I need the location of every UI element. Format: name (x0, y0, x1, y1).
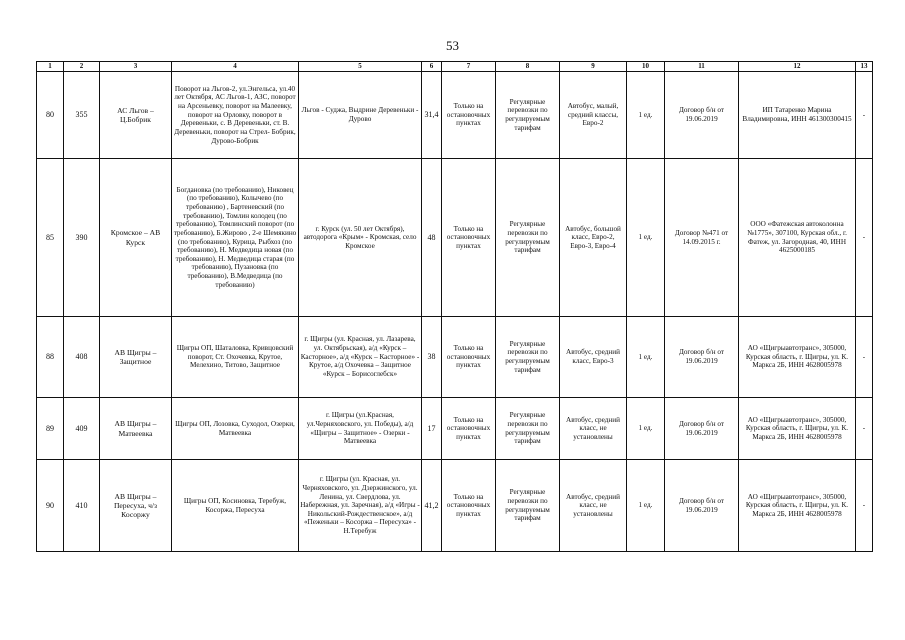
column-header: 6 (422, 62, 442, 72)
page-number: 53 (446, 38, 459, 53)
route-number-cell: 408 (64, 317, 100, 398)
reg-number-cell: 88 (37, 317, 64, 398)
column-header: 9 (560, 62, 627, 72)
carrier-cell: АО «Щигрыавтотранс», 305000, Курская область, г. Щигры, ул. К. Маркса 2Б, ИНН 4628005978 (739, 317, 856, 398)
column-header: 2 (64, 62, 100, 72)
route-name-cell: АС Льгов – Ц.Бобрик (100, 72, 172, 159)
note-cell: - (856, 398, 873, 460)
stop-mode-cell: Только на остановочных пунктах (442, 317, 496, 398)
table-row (37, 317, 873, 398)
vehicle-cell: Автобус, большой класс, Евро-2, Евро-3, Евро-4 (560, 159, 627, 317)
stops-cell: Щигры ОП, Шаталовка, Кривцовский поворот, Ст. Охочевка, Крутое, Мелехино, Титово, Защитное (172, 317, 299, 398)
count-cell: 1 ед. (627, 159, 665, 317)
route-number-cell: 409 (64, 398, 100, 460)
stops-cell: Поворот на Льгов-2, ул.Энгельса, ул.40 лет Октября, АС Льгов-1, АЗС, поворот на Арсеньевку, поворот на Малеевку, поворот на Орловку, поворот в Деревеньки, с. В Деревеньки, ст. В. Деревеньки, поворот на Стрел- Бобрик, Дурово-Бобрик (172, 72, 299, 159)
count-cell: 1 ед. (627, 317, 665, 398)
stop-mode-cell: Только на остановочных пунктах (442, 398, 496, 460)
reg-number-cell: 90 (37, 460, 64, 552)
table-row (37, 398, 873, 460)
transport-type-cell: Регулярные перевозки по регулируемым тарифам (496, 317, 560, 398)
route-number-cell: 410 (64, 460, 100, 552)
stops-cell: Богдановка (по требованию), Никовец (по требованию), Колычево (по требованию) , Бартеневский (по требованию), Томлин колодец (по требованию), Томлинский поворот (по требованию), Б.Жирово , 2-е Шемякино (по требованию), Курица, Рыбхоз (по требованию), Н. Медведица новая (по требованию), Н. Медведица старая (по требованию), Пузановка (по требованию), В.Медведица (по требованию) (172, 159, 299, 317)
contract-cell: Договор б/н от 19.06.2019 (665, 317, 739, 398)
transport-type-cell: Регулярные перевозки по регулируемым тарифам (496, 398, 560, 460)
reg-number-cell: 89 (37, 398, 64, 460)
route-number-cell: 390 (64, 159, 100, 317)
carrier-cell: АО «Щигрыавтотранс», 305000, Курская область, г. Щигры, ул. К. Маркса 2Б, ИНН 4628005978 (739, 460, 856, 552)
column-header: 7 (442, 62, 496, 72)
contract-cell: Договор б/н от 19.06.2019 (665, 72, 739, 159)
length-cell: 38 (422, 317, 442, 398)
stop-mode-cell: Только на остановочных пунктах (442, 72, 496, 159)
transport-type-cell: Регулярные перевозки по регулируемым тарифам (496, 460, 560, 552)
routes-table (36, 61, 873, 552)
column-header: 5 (299, 62, 422, 72)
streets-cell: г. Курск (ул. 50 лет Октября), автодорога «Крым» - Кромская, село Кромское (299, 159, 422, 317)
route-name-cell: АВ Щигры – Матвеевка (100, 398, 172, 460)
route-name-cell: АВ Щигры – Пересуха, ч/з Косоржу (100, 460, 172, 552)
column-header: 10 (627, 62, 665, 72)
streets-cell: г. Щигры (ул. Красная, ул. Лазарева, ул. Октябрьская), а/д «Курск – Касторное», а/д «Курск – Касторное» - Крутое, а/д Охочевка – Защитное «Курск – Борисоглебск» (299, 317, 422, 398)
streets-cell: г. Щигры (ул. Красная, ул. Черняховского, ул. Дзержинского, ул. Ленина, ул. Свердлова, ул. Набережная, ул. Заречная), а/д «Игры - Никольский-Рождественское», а/д «Пеженьки – Косоржа – Пересуха» - Н.Теребуж (299, 460, 422, 552)
length-cell: 48 (422, 159, 442, 317)
streets-cell: г. Щигры (ул.Красная, ул.Черняховского, ул. Победы), а/д «Щигры – Защитное» - Озерки - Матвеевка (299, 398, 422, 460)
column-header: 1 (37, 62, 64, 72)
note-cell: - (856, 460, 873, 552)
transport-type-cell: Регулярные перевозки по регулируемым тарифам (496, 159, 560, 317)
carrier-cell: ИП Татаренко Марина Владимировна, ИНН 461300300415 (739, 72, 856, 159)
column-header: 8 (496, 62, 560, 72)
stops-cell: Щигры ОП, Косиновка, Теребуж, Косоржа, Пересуха (172, 460, 299, 552)
stop-mode-cell: Только на остановочных пунктах (442, 460, 496, 552)
count-cell: 1 ед. (627, 72, 665, 159)
vehicle-cell: Автобус, средний класс, не установлены (560, 460, 627, 552)
vehicle-cell: Автобус, средний класс, Евро-3 (560, 317, 627, 398)
column-header: 11 (665, 62, 739, 72)
vehicle-cell: Автобус, средний класс, не установлены (560, 398, 627, 460)
contract-cell: Договор б/н от 19.06.2019 (665, 398, 739, 460)
carrier-cell: ООО «Фатежская автоколонна №1775», 307100, Курская обл., г. Фатеж, ул. Загородная, 40, ИНН 4625000185 (739, 159, 856, 317)
contract-cell: Договор №471 от 14.09.2015 г. (665, 159, 739, 317)
column-header: 13 (856, 62, 873, 72)
length-cell: 41,2 (422, 460, 442, 552)
reg-number-cell: 85 (37, 159, 64, 317)
contract-cell: Договор б/н от 19.06.2019 (665, 460, 739, 552)
reg-number-cell: 80 (37, 72, 64, 159)
column-header: 3 (100, 62, 172, 72)
note-cell: - (856, 317, 873, 398)
note-cell: - (856, 159, 873, 317)
count-cell: 1 ед. (627, 460, 665, 552)
note-cell: - (856, 72, 873, 159)
stops-cell: Щигры ОП, Лозовка, Суходол, Озерки, Матвеевка (172, 398, 299, 460)
column-header: 12 (739, 62, 856, 72)
table-row (37, 159, 873, 317)
column-header: 4 (172, 62, 299, 72)
count-cell: 1 ед. (627, 398, 665, 460)
route-number-cell: 355 (64, 72, 100, 159)
route-name-cell: АВ Щигры – Защитное (100, 317, 172, 398)
length-cell: 17 (422, 398, 442, 460)
carrier-cell: АО «Щигрыавтотранс», 305000, Курская область, г. Щигры, ул. К. Маркса 2Б, ИНН 4628005978 (739, 398, 856, 460)
streets-cell: Льгов - Суджа, Выдрине Деревеньки - Дурово (299, 72, 422, 159)
length-cell: 31,4 (422, 72, 442, 159)
header-row (37, 62, 873, 72)
route-name-cell: Кромское – АВ Курск (100, 159, 172, 317)
stop-mode-cell: Только на остановочных пунктах (442, 159, 496, 317)
table-row (37, 460, 873, 552)
transport-type-cell: Регулярные перевозки по регулируемым тарифам (496, 72, 560, 159)
vehicle-cell: Автобус, малый, средний классы, Евро-2 (560, 72, 627, 159)
table-row (37, 72, 873, 159)
